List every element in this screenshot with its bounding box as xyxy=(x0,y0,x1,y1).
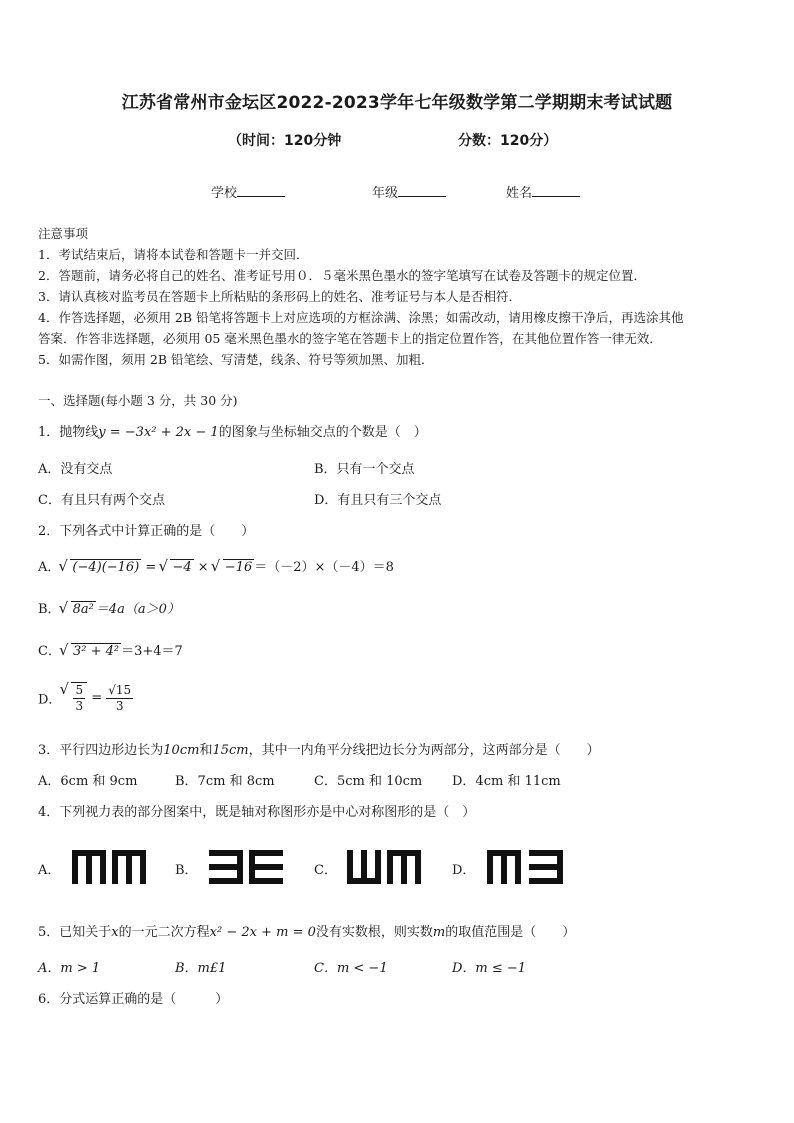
q2-b-tail: ＝4a（a＞0） xyxy=(95,602,180,617)
eye-chart-b-icon xyxy=(209,850,285,884)
eye-chart-d-icon xyxy=(487,850,565,884)
fraction: $\frac{√15}{3}$ xyxy=(108,682,132,713)
question-2: 2．下列各式中计算正确的是（ ） xyxy=(38,524,255,539)
q2-a-label: A． xyxy=(38,560,61,575)
grade-blank[interactable] xyxy=(398,184,446,197)
q4-option-b-label[interactable]: B． xyxy=(175,863,198,878)
notes-heading: 注意事项 xyxy=(38,226,89,241)
q2-d-label: D． xyxy=(38,692,62,708)
eye-chart-c-icon xyxy=(347,850,423,884)
q5-option-d[interactable]: D．m ≤ −1 xyxy=(452,961,527,976)
equals-sign: = xyxy=(141,560,161,575)
section-heading: 一、选择题(每小题 3 分，共 30 分) xyxy=(38,393,238,408)
q5-suffix: 的取值范围是（ ） xyxy=(445,925,576,940)
name-label: 姓名 xyxy=(506,186,533,201)
question-6: 6．分式运算正确的是（ ） xyxy=(38,992,229,1007)
q2-option-a[interactable] xyxy=(38,556,394,575)
q4-option-d-label[interactable]: D． xyxy=(452,863,476,878)
question-4: 4．下列视力表的部分图案中，既是轴对称图形亦是中心对称图形的是（ ） xyxy=(38,805,476,820)
radical: √ 3² + 4² xyxy=(61,643,121,659)
question-5 xyxy=(38,921,575,940)
note-item: 1．考试结束后，请将本试卷和答题卡一并交回． xyxy=(38,247,309,262)
q5-equation: x² − 2x + m = 0 xyxy=(209,925,316,940)
q3-value-2: 15cm xyxy=(212,743,249,758)
radical: √ (−4)(−16) xyxy=(60,559,141,575)
radical: √ $\frac{5}{3}$ xyxy=(61,682,87,714)
q3-value-1: 10cm xyxy=(163,743,200,758)
question-3 xyxy=(38,739,600,758)
q2-b-label: B． xyxy=(38,602,61,617)
q2-c-label: C． xyxy=(38,644,61,659)
q2-c-tail: ＝3+4＝7 xyxy=(121,644,183,659)
radical: √ −4 xyxy=(160,559,193,575)
q2-option-b[interactable] xyxy=(38,598,180,617)
exam-time: （时间：120分钟 xyxy=(228,133,342,149)
school-blank[interactable] xyxy=(237,184,285,197)
note-item: 2．答题前，请务必将自己的姓名、准考证号用０．５毫米黑色墨水的签字笔填写在试卷及答题卡的规定位置． xyxy=(38,268,646,283)
note-item: 5．如需作图，须用 2B 铅笔绘、写清楚，线条、符号等须加黑、加粗． xyxy=(38,352,434,367)
note-item: 4．作答选择题，必须用 2B 铅笔将答题卡上对应选项的方框涂满、涂黑；如需改动，请用橡皮擦干净后，再选涂其他 xyxy=(38,310,684,325)
question-1 xyxy=(38,421,427,440)
q5-mid: 的一元二次方程 xyxy=(118,925,210,940)
q1-suffix: 的图象与坐标轴交点的个数是（ ） xyxy=(218,425,427,440)
q3-prefix: 3．平行四边形边长为 xyxy=(38,743,164,758)
q1-option-d[interactable]: D．有且只有三个交点 xyxy=(314,493,442,508)
q4-option-c-label[interactable]: C． xyxy=(314,863,337,878)
radical: √ −16 xyxy=(213,559,254,575)
school-label: 学校 xyxy=(211,186,238,201)
note-item: 答案．作答非选择题，必须用 05 毫米黑色墨水的签字笔在答题卡上的指定位置作答，在其他位置作答一律无效． xyxy=(38,331,662,346)
q5-variable-x: x xyxy=(111,925,119,940)
q5-option-b[interactable]: B．m£1 xyxy=(175,961,227,976)
q5-option-a[interactable]: A．m > 1 xyxy=(38,961,101,976)
q2-a-tail: ＝（－2）×（－4）＝8 xyxy=(254,560,394,575)
name-blank[interactable] xyxy=(532,184,580,197)
q1-option-a[interactable]: A．没有交点 xyxy=(38,462,113,477)
exam-score: 分数：120分） xyxy=(458,133,558,149)
equals-sign: = xyxy=(87,690,107,706)
page-title: 江苏省常州市金坛区2022-2023学年七年级数学第二学期期末考试试题 xyxy=(121,93,673,113)
name-field[interactable] xyxy=(506,182,580,201)
q5-variable-m: m xyxy=(432,925,446,940)
q5-prefix: 5．已知关于 xyxy=(38,925,112,940)
times-sign: × xyxy=(193,560,213,575)
q3-option-b[interactable]: B．7cm 和 8cm xyxy=(175,774,275,789)
school-field[interactable] xyxy=(211,182,285,201)
q4-option-a-label[interactable]: A． xyxy=(38,863,61,878)
q3-suffix: ，其中一内角平分线把边长分为两部分，这两部分是（ ） xyxy=(248,743,600,758)
q1-option-c[interactable]: C．有且只有两个交点 xyxy=(38,493,165,508)
eye-chart-a-icon xyxy=(72,850,148,884)
note-item: 3．请认真核对监考员在答题卡上所粘贴的条形码上的姓名、准考证号与本人是否相符． xyxy=(38,289,521,304)
q5-option-c[interactable]: C．m < −1 xyxy=(314,961,388,976)
q2-option-c[interactable] xyxy=(38,640,183,659)
q3-and: 和 xyxy=(199,743,213,758)
q1-prefix: 1．抛物线 xyxy=(38,425,99,440)
q1-option-b[interactable]: B．只有一个交点 xyxy=(314,462,415,477)
q5-mid2: 没有实数根，则实数 xyxy=(315,925,433,940)
q3-option-d[interactable]: D．4cm 和 11cm xyxy=(452,774,561,789)
q2-option-d[interactable] xyxy=(38,682,133,714)
q3-option-c[interactable]: C．5cm 和 10cm xyxy=(314,774,423,789)
q3-option-a[interactable]: A．6cm 和 9cm xyxy=(38,774,138,789)
q1-formula: y = −3x² + 2x − 1 xyxy=(98,425,219,440)
grade-label: 年级 xyxy=(372,186,399,201)
grade-field[interactable] xyxy=(372,182,446,201)
radical: √ 8a² xyxy=(61,601,96,617)
